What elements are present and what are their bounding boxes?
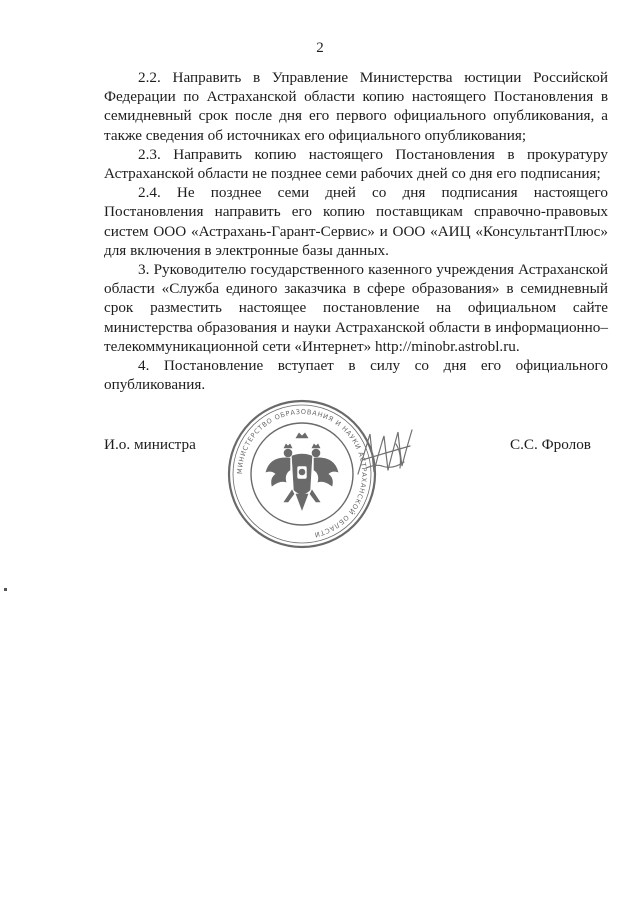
paragraph-2-3: 2.3. Направить копию настоящего Постановления в прокуратуру Астраханской области не позднее семи рабочих дней со дня его подписания; <box>104 145 608 183</box>
paragraph-4: 4. Постановление вступает в силу со дня его официального опубликования. <box>104 357 608 394</box>
signatory-role: И.о. министра <box>104 436 196 453</box>
stamp-ring-text: МИНИСТЕРСТВО ОБРАЗОВАНИЯ И НАУКИ АСТРАХАНСКОЙ ОБЛАСТИ <box>235 407 369 539</box>
signatory-name: С.С. Фролов <box>510 436 591 453</box>
double-headed-eagle-icon <box>266 433 338 510</box>
scan-speck <box>4 588 7 591</box>
paragraph-2-2: 2.2. Направить в Управление Министерства юстиции Российской Федерации по Астраханской области копию настоящего Постановления в семидневный срок после дня его первого официального опубликования, а также сведения об источниках его официального опубликования; <box>104 69 608 144</box>
handwritten-signature <box>352 424 422 484</box>
page-number: 2 <box>316 40 324 56</box>
paragraph-2-4: 2.4. Не позднее семи дней со дня подписания настоящего Постановления направить его копию поставщикам справочно-правовых систем ООО «Астрахань-Гарант-Сервис» и ООО «АИЦ «КонсультантПлюс» для включения в электронные базы данных. <box>104 184 608 259</box>
document-body <box>104 68 608 394</box>
paragraph-3: 3. Руководителю государственного казенного учреждения Астраханской области «Служба единого заказчика в сфере образования» в семидневный срок разместить настоящее постановление на официальном сайте министерства образования и науки Астраханской области в информационно–телекоммуникационной сети «Интернет» http://minobr.astrobl.ru. <box>104 261 608 355</box>
